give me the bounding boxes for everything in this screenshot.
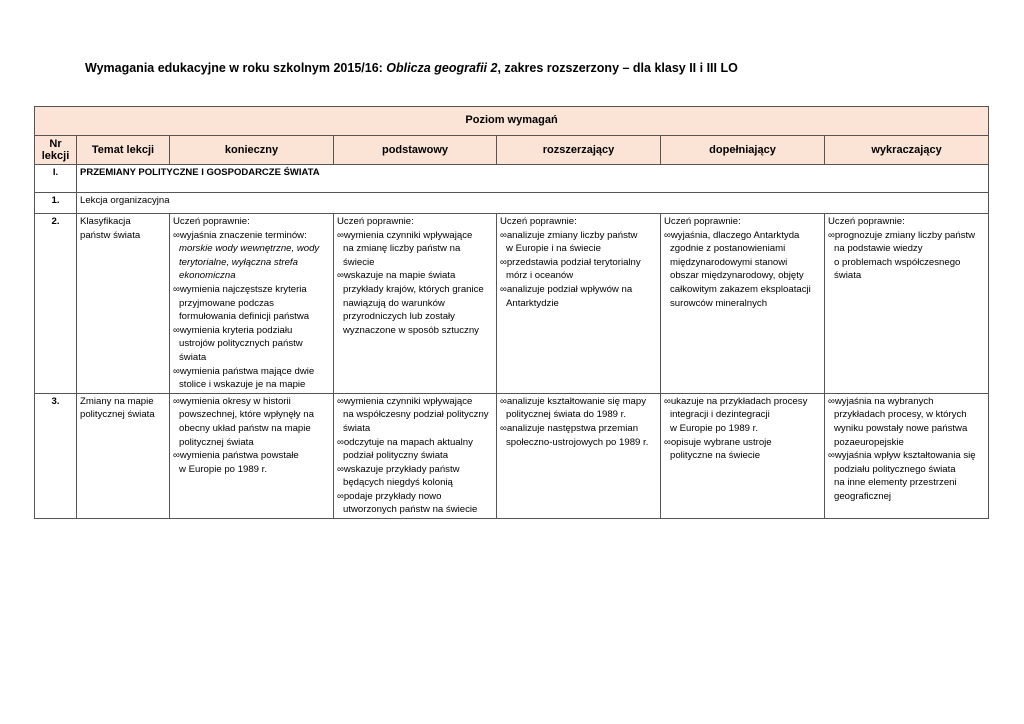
req-item: ∞ opisuje wybrane ustroje: [664, 436, 821, 450]
req-item: ∞ analizuje podział wpływów na: [500, 283, 657, 297]
req-line: terytorialne, wyłączna strefa: [179, 256, 298, 268]
req-item: ∞ wymienia najczęstsze kryteria: [173, 283, 330, 297]
col-header-nr: Nr lekcji: [35, 136, 77, 165]
req-line: na inne elementy przestrzeni: [834, 477, 957, 489]
req-item: ∞ prognozuje zmiany liczby państw: [828, 229, 985, 243]
req-line: obecny układ państw na mapie: [179, 422, 311, 434]
req-line: społeczno-ustrojowych po 1989 r.: [506, 436, 649, 448]
lesson-number: 3.: [35, 393, 77, 518]
topic-line: politycznej świata: [80, 409, 155, 421]
col-header-rozszerzajacy: rozszerzający: [497, 136, 661, 165]
req-line: świecie: [343, 256, 375, 268]
col-header-wykraczajacy: wykraczający: [825, 136, 989, 165]
req-item: ∞ wskazuje na mapie świata: [337, 269, 493, 283]
lesson-number: 1.: [35, 193, 77, 214]
topic-line: państw świata: [80, 229, 141, 241]
table-row: [35, 393, 989, 518]
req-konieczny: [170, 393, 334, 518]
req-item: ∞ analizuje zmiany liczby państw: [500, 229, 657, 243]
req-line: świata: [834, 270, 862, 282]
lesson-topic: [77, 214, 170, 394]
requirements-table: [34, 106, 989, 519]
req-line: o problemach współczesnego: [834, 256, 961, 268]
req-line: Uczeń poprawnie:: [337, 216, 414, 227]
section-row: [35, 165, 989, 193]
req-item: ∞ wyjaśnia znaczenie terminów:: [173, 229, 330, 243]
title-book: Oblicza geografii 2: [386, 61, 498, 75]
section-title: PRZEMIANY POLITYCZNE I GOSPODARCZE ŚWIATA: [77, 165, 989, 193]
req-line: politycznej świata do 1989 r.: [506, 409, 626, 421]
col-header-konieczny: konieczny: [170, 136, 334, 165]
req-line: świata: [343, 422, 371, 434]
req-line: przyrodniczych lub zostały: [343, 311, 455, 323]
lesson-number: 2.: [35, 214, 77, 394]
column-header-row: [35, 136, 989, 165]
req-line: mórz i oceanów: [506, 270, 574, 282]
req-line: przykładach procesy, w których: [834, 409, 967, 421]
req-podstawowy: [334, 214, 497, 394]
req-line: na podstawie wiedzy: [834, 243, 923, 255]
req-line: będących niegdyś kolonią: [343, 477, 453, 489]
topic-line: Zmiany na mapie: [80, 395, 154, 407]
req-item: ∞ analizuje następstwa przemian: [500, 422, 657, 436]
col-header-dopelniajacy: dopełniający: [661, 136, 825, 165]
req-rozszerzajacy: [497, 393, 661, 518]
req-line: w Europie po 1989 r.: [179, 463, 268, 475]
req-line: polityczne na świecie: [670, 450, 761, 462]
req-line: surowców mineralnych: [670, 297, 768, 309]
req-item: ∞ wymienia państwa mające dwie: [173, 365, 330, 379]
req-item: ∞ wymienia kryteria podziału: [173, 324, 330, 338]
req-line: na zmianę liczby państw na: [343, 243, 461, 255]
req-item: ∞ wyjaśnia wpływ kształtowania się: [828, 449, 985, 463]
lesson-topic: Lekcja organizacyjna: [77, 193, 989, 214]
req-line: podział polityczny świata: [343, 450, 449, 462]
req-dopelniajacy: [661, 393, 825, 518]
req-line: wyznaczone w sposób sztuczny: [343, 324, 479, 336]
req-line: Antarktydzie: [506, 297, 559, 309]
req-item: ∞ wyjaśnia, dlaczego Antarktyda: [664, 229, 821, 243]
req-line: w Europie i na świecie: [506, 243, 601, 255]
req-line: świata: [179, 351, 207, 363]
req-line: politycznej świata: [179, 436, 254, 448]
req-line: integracji i dezintegracji: [670, 409, 770, 421]
title-prefix: Wymagania edukacyjne w roku szkolnym 2015/16:: [85, 61, 387, 75]
req-line: przyjmowane podczas: [179, 297, 274, 309]
req-line: Uczeń poprawnie:: [173, 216, 250, 227]
req-line: na współczesny podział polityczny: [343, 409, 489, 421]
req-line: przykłady krajów, których granice: [343, 283, 484, 295]
req-podstawowy: [334, 393, 497, 518]
req-line: nawiązują do warunków: [343, 297, 445, 309]
req-line: formułowania definicji państwa: [179, 311, 310, 323]
col-header-topic: Temat lekcji: [77, 136, 170, 165]
req-rozszerzajacy: [497, 214, 661, 394]
req-line: Uczeń poprawnie:: [500, 216, 577, 227]
req-line: międzynarodowymi stanowi: [670, 256, 788, 268]
req-line: w Europie po 1989 r.: [670, 422, 759, 434]
req-item: ∞ przedstawia podział terytorialny: [500, 256, 657, 270]
level-header: Poziom wymagań: [35, 107, 989, 136]
req-item: ∞ wymienia czynniki wpływające: [337, 229, 493, 243]
req-line: podziału politycznego świata: [834, 463, 956, 475]
req-line: stolice i wskazuje je na mapie: [179, 379, 306, 391]
req-line: obszar międzynarodowy, objęty: [670, 270, 804, 282]
req-item: ∞ wymienia czynniki wpływające: [337, 395, 493, 409]
req-line: powszechnej, które wpłynęły na: [179, 409, 314, 421]
req-line: utworzonych państw na świecie: [343, 504, 478, 516]
req-item: ∞ analizuje kształtowanie się mapy: [500, 395, 657, 409]
lesson-topic: [77, 393, 170, 518]
req-line: ekonomiczna: [179, 270, 236, 282]
table-row: [35, 193, 989, 214]
req-dopelniajacy: [661, 214, 825, 394]
req-item: ∞ ukazuje na przykładach procesy: [664, 395, 821, 409]
req-line: zgodnie z postanowieniami: [670, 243, 786, 255]
req-item: ∞ wskazuje przykłady państw: [337, 463, 493, 477]
req-line: morskie wody wewnętrzne, wody: [179, 243, 320, 255]
req-item: ∞ wymienia okresy w historii: [173, 395, 330, 409]
req-wykraczajacy: [825, 214, 989, 394]
req-item: ∞ podaje przykłady nowo: [337, 490, 493, 504]
title-suffix: , zakres rozszerzony – dla klasy II i III LO: [497, 61, 738, 75]
level-header-row: [35, 107, 989, 136]
document-title: [85, 61, 738, 75]
req-line: Uczeń poprawnie:: [828, 216, 905, 227]
col-header-podstawowy: podstawowy: [334, 136, 497, 165]
req-item: ∞ wyjaśnia na wybranych: [828, 395, 985, 409]
req-line: wyniku powstały nowe państwa: [834, 422, 968, 434]
req-konieczny: [170, 214, 334, 394]
req-wykraczajacy: [825, 393, 989, 518]
req-line: Uczeń poprawnie:: [664, 216, 741, 227]
table-row: [35, 214, 989, 394]
req-line: ustrojów politycznych państw: [179, 338, 303, 350]
req-line: pozaeuropejskie: [834, 436, 904, 448]
req-item: ∞ odczytuje na mapach aktualny: [337, 436, 493, 450]
req-line: całkowitym zakazem eksploatacji: [670, 283, 811, 295]
section-number: I.: [35, 165, 77, 193]
topic-line: Klasyfikacja: [80, 216, 131, 227]
req-item: ∞ wymienia państwa powstałe: [173, 449, 330, 463]
req-line: geograficznej: [834, 490, 892, 502]
